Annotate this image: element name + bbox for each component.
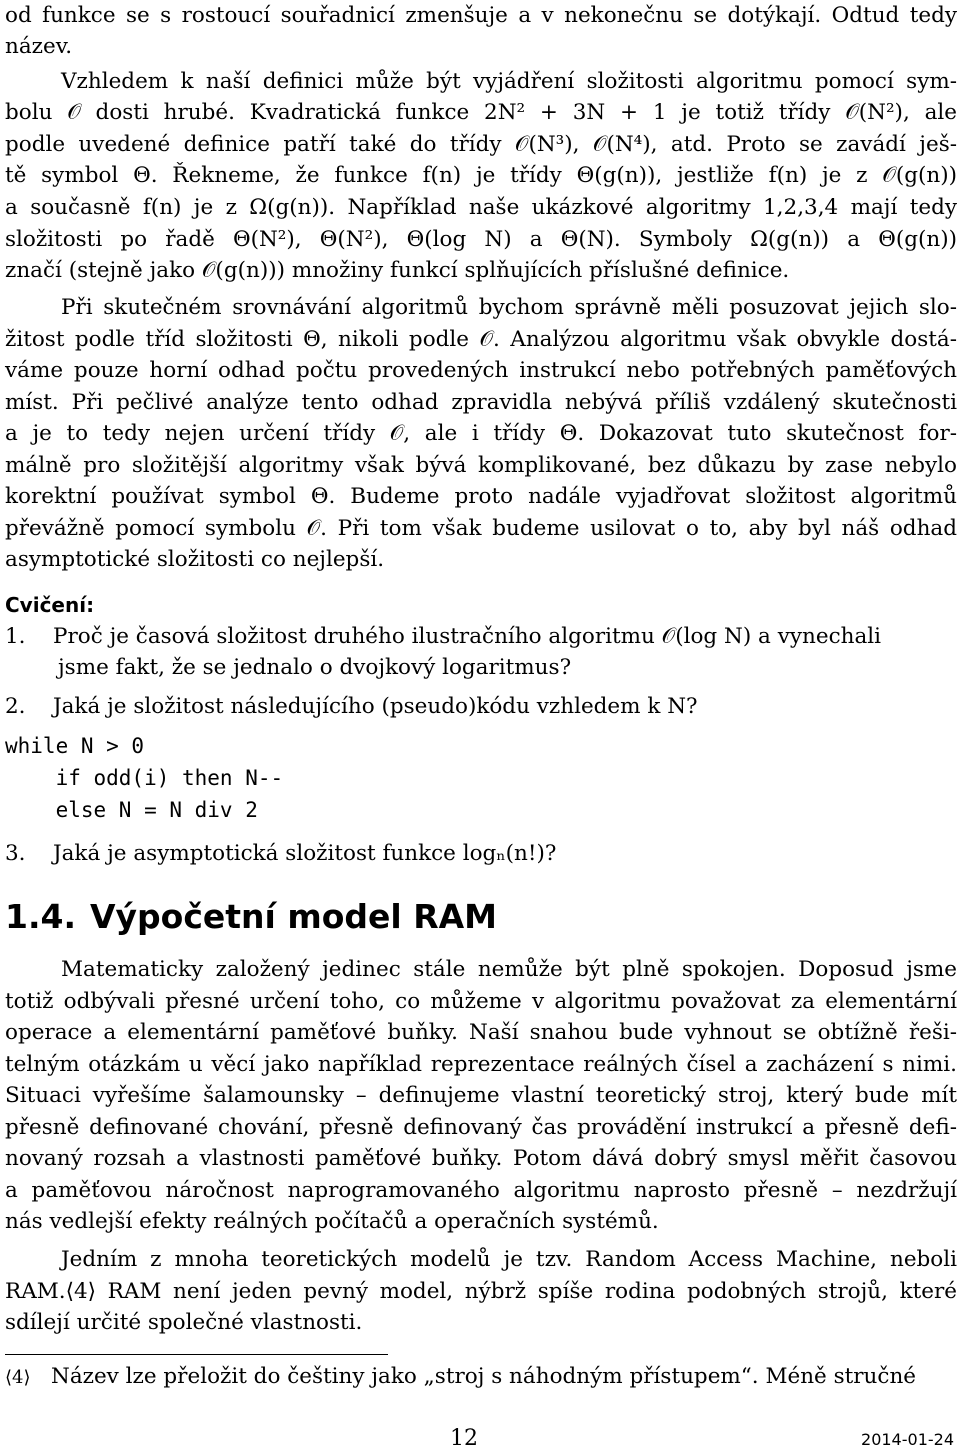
- text-line: složitosti po řadě Θ(N²), Θ(N²), Θ(log N) a Θ(N). Symboly Ω(g(n)) a Θ(g(n)): [5, 227, 957, 252]
- text-line: Situaci vyřešíme šalamounsky – definujeme vlastní teoretický stroj, který bude mít: [5, 1083, 957, 1108]
- text-line: málně pro složitější algoritmy však bývá komplikované, bez důkazu by zase nebylo: [5, 453, 957, 478]
- exercises-title: Cvičení:: [5, 593, 95, 617]
- text-line: nás vedlejší efekty reálných počítačů a operačních systémů.: [5, 1209, 659, 1234]
- section-title: Výpočetní model RAM: [90, 897, 498, 936]
- exercise-number: 2.: [5, 694, 26, 719]
- exercise-text: Jaká je asymptotická složitost funkce logₙ(n!)?: [53, 841, 557, 866]
- text-line: asymptotické složitosti co nejlepší.: [5, 547, 385, 572]
- text-line: a paměťovou náročnost naprogramovaného algoritmu naprosto přesně – nezdržují: [5, 1178, 957, 1203]
- text-line: tě symbol Θ. Řekneme, že funkce f(n) je třídy Θ(g(n)), jestliže f(n) je z 𝒪(g(n)): [5, 163, 957, 188]
- page-number: 12: [450, 1426, 478, 1451]
- exercise-item: [5, 691, 957, 723]
- text-line: podle uvedené definice patří také do třídy 𝒪(N³), 𝒪(N⁴), atd. Proto se zavádí ješ-: [5, 132, 957, 157]
- section-number: 1.4.: [5, 897, 76, 936]
- text-line: bolu 𝒪 dosti hrubé. Kvadratická funkce 2N² + 3N + 1 je totiž třídy 𝒪(N²), ale: [5, 100, 957, 125]
- exercise-number: 3.: [5, 841, 26, 866]
- code-line: if odd(i) then N--: [5, 766, 284, 790]
- text-line: Při skutečném srovnávání algoritmů bychom správně měli posuzovat jejich slo-: [61, 295, 957, 320]
- text-line: převážně pomocí symbolu 𝒪. Při tom však budeme usilovat o to, aby byl náš odhad: [5, 516, 957, 541]
- footnote-text: Název lze přeložit do češtiny jako „stroj s náhodným přístupem“. Méně stručné: [51, 1364, 917, 1389]
- text-line: a současně f(n) je z Ω(g(n)). Například naše ukázkové algoritmy 1,2,3,4 mají tedy: [5, 195, 957, 220]
- text-line: totiž odbývali přesné určení toho, co můžeme v algoritmu považovat za elementární: [5, 989, 957, 1014]
- text-line: novaný rozsah a vlastnosti paměťové buňky. Potom dává dobrý smysl měřit časovou: [5, 1146, 957, 1171]
- text-line: sdílejí určité společné vlastnosti.: [5, 1310, 363, 1335]
- text-line: Jedním z mnoha teoretických modelů je tzv. Random Access Machine, neboli: [61, 1247, 957, 1272]
- text-line: operace a elementární paměťové buňky. Naší snahou bude vyhnout se obtížně řeši-: [5, 1020, 957, 1045]
- footnote-rule: [5, 1354, 388, 1355]
- footnote: [5, 1361, 957, 1393]
- exercise-text: Proč je časová složitost druhého ilustračního algoritmu 𝒪(log N) a vynechali: [53, 624, 882, 649]
- text-line: a je to tedy nejen určení třídy 𝒪, ale i třídy Θ. Dokazovat tuto skutečnost for-: [5, 421, 957, 446]
- exercise-text: jsme fakt, že se jednalo o dvojkový logaritmus?: [58, 655, 572, 680]
- text-line: telným otázkám u věcí jako například reprezentace reálných čísel a zacházení s nimi.: [5, 1052, 957, 1077]
- exercise-number: 1.: [5, 624, 26, 649]
- exercise-item: [5, 838, 957, 870]
- section-heading: [5, 897, 497, 937]
- text-line: Vzhledem k naší definici může být vyjádření složitosti algoritmu pomocí sym-: [61, 69, 957, 94]
- text-line: RAM.⟨4⟩ RAM není jeden pevný model, nýbrž spíše rodina podobných strojů, které: [5, 1279, 957, 1304]
- text-line: žitost podle tříd složitosti Θ, nikoli podle 𝒪. Analýzou algoritmu však obvykle dostá-: [5, 327, 957, 352]
- code-line: else N = N div 2: [5, 798, 258, 822]
- text-line: název.: [5, 34, 73, 59]
- text-line: od funkce se s rostoucí souřadnicí zmenšuje a v nekonečnu se dotýkají. Odtud tedy: [5, 3, 957, 28]
- text-line: Matematicky založený jedinec stále nemůže být plně spokojen. Doposud jsme: [61, 957, 957, 982]
- footer-date: 2014-01-24: [861, 1430, 954, 1449]
- text-line: značí (stejně jako 𝒪(g(n))) množiny funkcí splňujících příslušné definice.: [5, 258, 790, 283]
- footnote-mark: ⟨4⟩: [5, 1367, 31, 1388]
- text-line: míst. Při pečlivé analýze tento odhad zpravidla nebývá příliš vzdálený skutečnosti: [5, 390, 957, 415]
- text-line: váme pouze horní odhad počtu provedených instrukcí nebo potřebných paměťových: [5, 358, 957, 383]
- text-line: korektní používat symbol Θ. Budeme proto nadále vyjadřovat složitost algoritmů: [5, 484, 957, 509]
- text-line: přesně definované chování, přesně definovaný čas provádění instrukcí a přesně defi-: [5, 1115, 957, 1140]
- exercise-item: [5, 621, 957, 653]
- exercise-text: Jaká je složitost následujícího (pseudo)kódu vzhledem k N?: [53, 694, 698, 719]
- code-line: while N > 0: [5, 734, 145, 758]
